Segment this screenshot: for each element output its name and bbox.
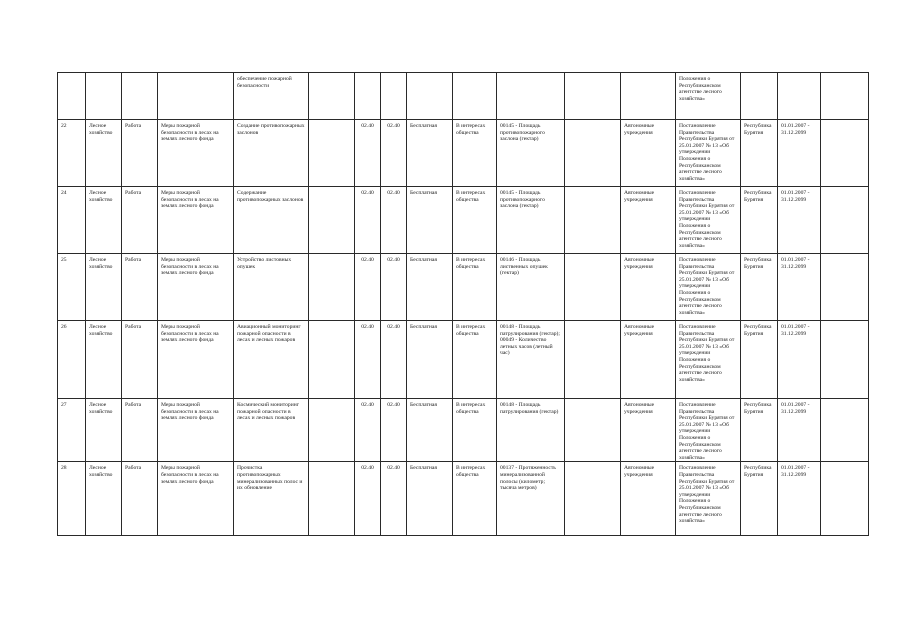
code-cell: 02.40 — [381, 187, 407, 254]
volume-indicator-cell: 00145 - Площадь противопожарного заслона (гектар) — [497, 187, 565, 254]
empty-cell — [565, 254, 621, 321]
period-cell: 01.01.2007 - 31.12.2099 — [778, 321, 821, 399]
sphere-cell: Лесное хозяйство — [86, 399, 122, 462]
service-name-cell: Меры пожарной безопасности в лесах на землях лесного фонда — [158, 120, 234, 187]
code-cell: 02.40 — [381, 254, 407, 321]
payment-cell: Бесплатная — [407, 399, 453, 462]
row-number: 22 — [58, 120, 86, 187]
sphere-cell: Лесное хозяйство — [86, 120, 122, 187]
legal-basis-cell: Постановление Правительства Республики Бурятия от 25.01.2007 № 13 «Об утверждении Положения о Республиканском агентстве лесного хозяйства» — [676, 399, 741, 462]
interest-cell: В интересах общества — [453, 120, 497, 187]
institution-type-cell: Автономные учреждения — [621, 120, 676, 187]
period-cell: 01.01.2007 - 31.12.2099 — [778, 187, 821, 254]
type-cell: Работа — [122, 187, 158, 254]
sphere-cell — [86, 73, 122, 120]
service-name-cell: Меры пожарной безопасности в лесах на землях лесного фонда — [158, 187, 234, 254]
interest-cell: В интересах общества — [453, 462, 497, 536]
period-cell: 01.01.2007 - 31.12.2099 — [778, 399, 821, 462]
table-row — [58, 120, 869, 187]
period-cell: 01.01.2007 - 31.12.2099 — [778, 254, 821, 321]
institution-type-cell — [621, 73, 676, 120]
legal-basis-cell: Постановление Правительства Республики Бурятия от 25.01.2007 № 13 «Об утверждении Положения о Республиканском агентстве лесного хозяйства» — [676, 187, 741, 254]
type-cell: Работа — [122, 120, 158, 187]
code-cell: 02.40 — [381, 399, 407, 462]
level-cell: Республика Бурятия — [741, 399, 778, 462]
type-cell: Работа — [122, 254, 158, 321]
sphere-cell: Лесное хозяйство — [86, 321, 122, 399]
legal-basis-cell: Постановление Правительства Республики Бурятия от 25.01.2007 № 13 «Об утверждении Положения о Республиканском агентстве лесного хозяйства» — [676, 462, 741, 536]
content-cell: Космический мониторинг пожарной опасности в лесах и лесных пожаров — [234, 399, 309, 462]
interest-cell: В интересах общества — [453, 254, 497, 321]
empty-cell — [821, 254, 869, 321]
content-cell: Создание противопожарных заслонов — [234, 120, 309, 187]
empty-cell — [565, 399, 621, 462]
content-cell: Прочистка противопожарных минерализованных полос и их обновление — [234, 462, 309, 536]
type-cell — [122, 73, 158, 120]
empty-cell — [821, 187, 869, 254]
service-name-cell: Меры пожарной безопасности в лесах на землях лесного фонда — [158, 321, 234, 399]
service-name-cell: Меры пожарной безопасности в лесах на землях лесного фонда — [158, 399, 234, 462]
legal-basis-cell: Постановление Правительства Республики Бурятия от 25.01.2007 № 13 «Об утверждении Положения о Республиканском агентстве лесного хозяйства» — [676, 120, 741, 187]
institution-type-cell: Автономные учреждения — [621, 321, 676, 399]
period-cell — [778, 73, 821, 120]
row-number: 28 — [58, 462, 86, 536]
row-number — [58, 73, 86, 120]
type-cell: Работа — [122, 321, 158, 399]
payment-cell: Бесплатная — [407, 321, 453, 399]
level-cell: Республика Бурятия — [741, 321, 778, 399]
content-cell: обеспечение пожарной безопасности — [234, 73, 309, 120]
code-cell: 02.40 — [355, 120, 381, 187]
legal-basis-cell: Положения о Республиканском агентстве лесного хозяйства» — [676, 73, 741, 120]
sphere-cell: Лесное хозяйство — [86, 254, 122, 321]
volume-indicator-cell: 00148 - Площадь патрулирования (гектар) — [497, 399, 565, 462]
content-cell: Авиационный мониторинг пожарной опасности в лесах и лесных пожаров — [234, 321, 309, 399]
level-cell: Республика Бурятия — [741, 120, 778, 187]
content-cell: Устройство листовных опушек — [234, 254, 309, 321]
table-row — [58, 321, 869, 399]
empty-cell — [309, 73, 355, 120]
empty-cell — [565, 73, 621, 120]
content-cell: Содержание противопожарных заслонов — [234, 187, 309, 254]
empty-cell — [821, 120, 869, 187]
period-cell: 01.01.2007 - 31.12.2099 — [778, 462, 821, 536]
empty-cell — [821, 73, 869, 120]
empty-cell — [565, 321, 621, 399]
interest-cell: В интересах общества — [453, 187, 497, 254]
volume-indicator-cell: 00145 - Площадь противопожарного заслона (гектар) — [497, 120, 565, 187]
service-name-cell: Меры пожарной безопасности в лесах на землях лесного фонда — [158, 462, 234, 536]
interest-cell: В интересах общества — [453, 399, 497, 462]
payment-cell: Бесплатная — [407, 462, 453, 536]
legal-basis-cell: Постановление Правительства Республики Бурятия от 25.01.2007 № 13 «Об утверждении Положения о Республиканском агентстве лесного хозяйства» — [676, 321, 741, 399]
code-cell: 02.40 — [355, 321, 381, 399]
institution-type-cell: Автономные учреждения — [621, 187, 676, 254]
level-cell: Республика Бурятия — [741, 462, 778, 536]
payment-cell: Бесплатная — [407, 120, 453, 187]
services-registry-table — [57, 72, 869, 536]
table-row — [58, 462, 869, 536]
code-cell: 02.40 — [381, 321, 407, 399]
empty-cell — [309, 399, 355, 462]
empty-cell — [565, 120, 621, 187]
row-number: 24 — [58, 187, 86, 254]
empty-cell — [821, 399, 869, 462]
empty-cell — [309, 462, 355, 536]
legal-basis-cell: Постановление Правительства Республики Бурятия от 25.01.2007 № 13 «Об утверждении Положения о Республиканском агентстве лесного хозяйства» — [676, 254, 741, 321]
type-cell: Работа — [122, 462, 158, 536]
interest-cell — [453, 73, 497, 120]
sphere-cell: Лесное хозяйство — [86, 187, 122, 254]
code-cell: 02.40 — [355, 399, 381, 462]
empty-cell — [309, 321, 355, 399]
sphere-cell: Лесное хозяйство — [86, 462, 122, 536]
empty-cell — [821, 321, 869, 399]
empty-cell — [565, 187, 621, 254]
volume-indicator-cell: 00137 - Протяженность минерализованной полосы (километр; тысяча метров) — [497, 462, 565, 536]
payment-cell — [407, 73, 453, 120]
code-cell — [355, 73, 381, 120]
institution-type-cell: Автономные учреждения — [621, 462, 676, 536]
level-cell: Республика Бурятия — [741, 187, 778, 254]
row-number: 25 — [58, 254, 86, 321]
empty-cell — [309, 187, 355, 254]
level-cell: Республика Бурятия — [741, 254, 778, 321]
empty-cell — [565, 462, 621, 536]
empty-cell — [309, 120, 355, 187]
period-cell: 01.01.2007 - 31.12.2099 — [778, 120, 821, 187]
service-name-cell: Меры пожарной безопасности в лесах на землях лесного фонда — [158, 254, 234, 321]
code-cell: 02.40 — [381, 462, 407, 536]
volume-indicator-cell: 00146 - Площадь лиственных опушек (гектар) — [497, 254, 565, 321]
institution-type-cell: Автономные учреждения — [621, 254, 676, 321]
payment-cell: Бесплатная — [407, 254, 453, 321]
code-cell: 02.40 — [381, 120, 407, 187]
code-cell: 02.40 — [355, 187, 381, 254]
institution-type-cell: Автономные учреждения — [621, 399, 676, 462]
volume-indicator-cell: 00148 - Площадь патрулирования (гектар); 00049 - Количество летных часов (летный час) — [497, 321, 565, 399]
service-name-cell — [158, 73, 234, 120]
level-cell — [741, 73, 778, 120]
row-number: 27 — [58, 399, 86, 462]
interest-cell: В интересах общества — [453, 321, 497, 399]
code-cell — [381, 73, 407, 120]
type-cell: Работа — [122, 399, 158, 462]
volume-indicator-cell — [497, 73, 565, 120]
table-row — [58, 187, 869, 254]
table-row — [58, 73, 869, 120]
table-row — [58, 254, 869, 321]
table-row — [58, 399, 869, 462]
empty-cell — [821, 462, 869, 536]
row-number: 26 — [58, 321, 86, 399]
empty-cell — [309, 254, 355, 321]
code-cell: 02.40 — [355, 254, 381, 321]
code-cell: 02.40 — [355, 462, 381, 536]
payment-cell: Бесплатная — [407, 187, 453, 254]
